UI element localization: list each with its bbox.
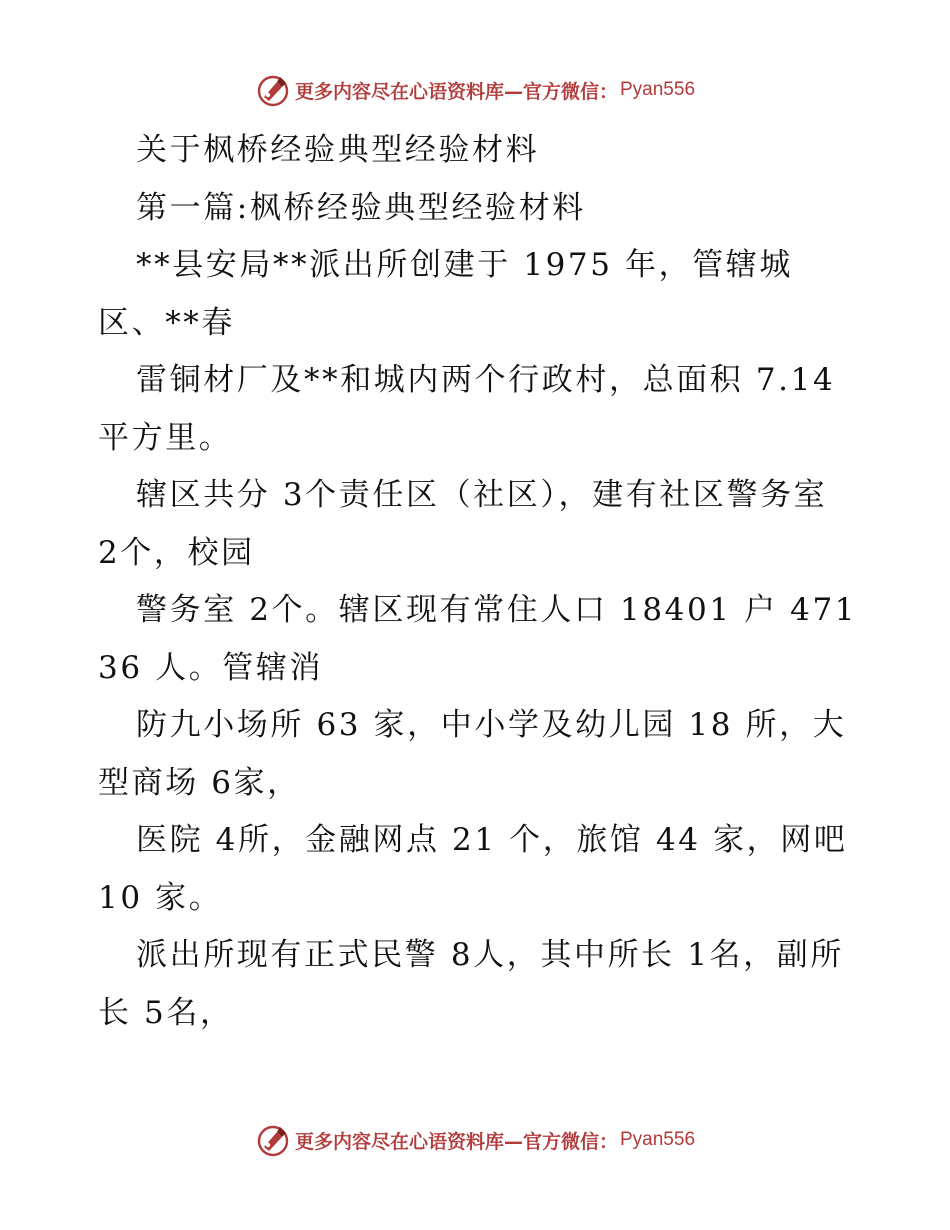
body-paragraph: 防九小场所 63 家，中小学及幼儿园 18 所，大型商场 6家，	[98, 707, 847, 801]
header-banner-id: Pyan556	[620, 79, 696, 100]
footer-banner-text: 更多内容尽在心语资料库—官方微信：	[294, 1130, 618, 1153]
footer-banner-id: Pyan556	[620, 1129, 696, 1150]
body-paragraph: 警务室 2个。辖区现有常住人口 18401 户 47136 人。管辖消	[98, 592, 858, 686]
pen-seal-logo-icon	[255, 72, 291, 108]
body-paragraph: 派出所现有正式民警 8人，其中所长 1名，副所长 5名，	[98, 937, 844, 1031]
body-paragraph: 雷铜材厂及**和城内两个行政村，总面积 7.14 平方里。	[98, 362, 848, 456]
header-banner-text: 更多内容尽在心语资料库—官方微信：	[294, 80, 618, 103]
document-body	[98, 122, 858, 1042]
body-paragraph: **县安局**派出所创建于 1975 年，管辖城区、**春	[98, 247, 793, 341]
header-banner	[0, 70, 950, 110]
body-paragraph: 医院 4所，金融网点 21 个，旅馆 44 家，网吧 10 家。	[98, 822, 860, 916]
document-title: 关于枫桥经验典型经验材料	[136, 132, 540, 168]
footer-banner	[0, 1120, 950, 1160]
pen-seal-logo-icon	[255, 1122, 291, 1158]
body-paragraph: 辖区共分 3个责任区（社区），建有社区警务室 2个，校园	[98, 477, 840, 571]
section-heading: 第一篇:枫桥经验典型经验材料	[136, 189, 586, 226]
